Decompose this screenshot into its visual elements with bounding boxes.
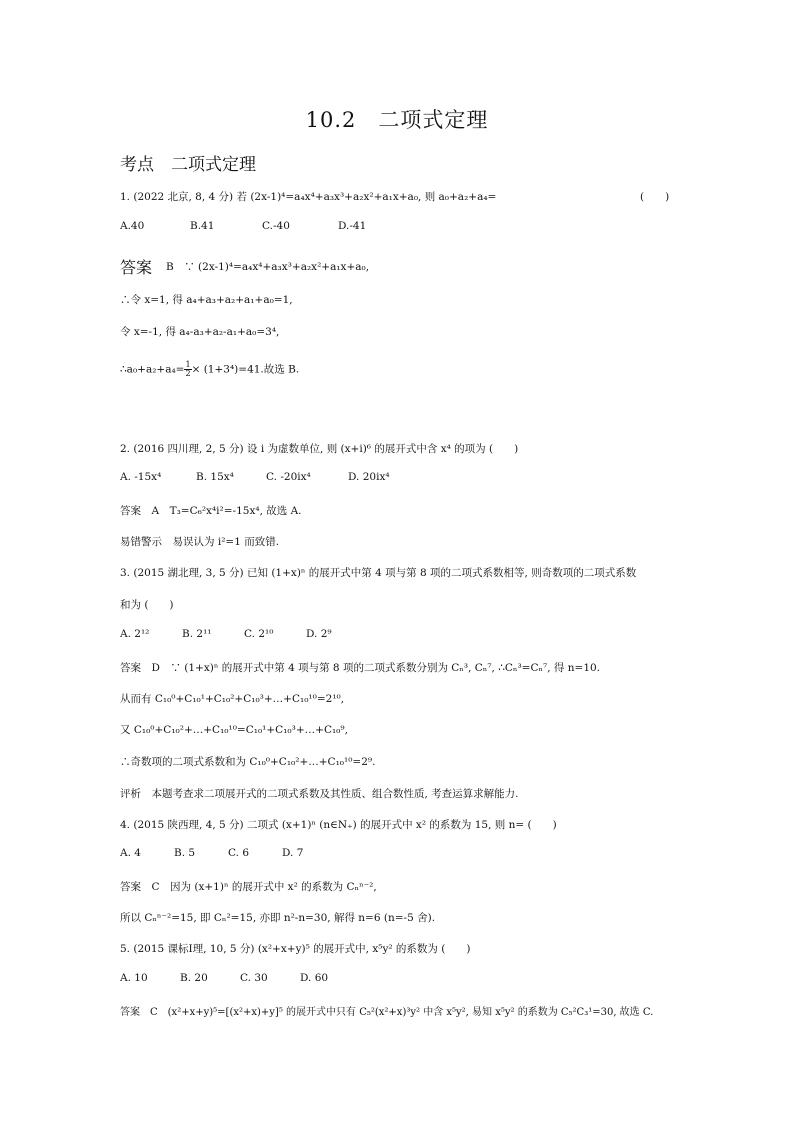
answer-1-step-2: 令 x=-1, 得 a₄-a₃+a₂-a₁+a₀=3⁴, xyxy=(120,326,280,338)
answer-4-text: 答案 C 因为 (x+1)ⁿ 的展开式中 x² 的系数为 Cₙⁿ⁻², xyxy=(120,881,377,893)
question-1-bracket: ( ) xyxy=(640,191,670,203)
fraction-one-half xyxy=(184,361,191,378)
section-heading: 考点 二项式定理 xyxy=(120,155,256,175)
option-5d: D. 60 xyxy=(300,972,329,984)
answer-3-step-2: 又 C₁₀⁰+C₁₀²+…+C₁₀¹⁰=C₁₀¹+C₁₀³+…+C₁₀⁹, xyxy=(120,724,348,736)
option-1b: B.41 xyxy=(190,220,215,232)
answer-1-step-3-lead: ∴a₀+a₂+a₄= xyxy=(120,363,185,376)
option-5c: C. 30 xyxy=(240,972,268,984)
answer-1-step-3 xyxy=(120,361,299,378)
option-1d: D.-41 xyxy=(338,220,367,232)
option-2b: B. 15x⁴ xyxy=(196,471,234,483)
question-3-stem-cont: 和为 ( ) xyxy=(120,599,174,611)
answer-2-warning: 易错警示 易误认为 i²=1 而致错. xyxy=(120,536,280,548)
option-4b: B. 5 xyxy=(174,847,196,859)
option-4d: D. 7 xyxy=(282,847,304,859)
option-2a: A. -15x⁴ xyxy=(120,471,162,483)
option-5a: A. 10 xyxy=(120,972,148,984)
option-4c: C. 6 xyxy=(228,847,250,859)
answer-1-step-1: ∴令 x=1, 得 a₄+a₃+a₂+a₁+a₀=1, xyxy=(120,294,293,306)
answer-5-text: 答案 C (x²+x+y)⁵=[(x²+x)+y]⁵ 的展开式中只有 C₅²(x²+x)³y² 中含 x⁵y², 易知 x⁵y² 的系数为 C₅²C₃¹=30, 故选 C. xyxy=(120,1007,654,1018)
question-3-stem: 3. (2015 湖北理, 3, 5 分) 已知 (1+x)ⁿ 的展开式中第 4 项与第 8 项的二项式系数相等, 则奇数项的二项式系数 xyxy=(120,567,637,579)
option-1c: C.-40 xyxy=(262,220,290,232)
option-2c: C. -20ix⁴ xyxy=(266,471,311,483)
answer-1-label: 答案 xyxy=(120,258,153,277)
page-title: 10.2 二项式定理 xyxy=(305,108,489,132)
option-5b: B. 20 xyxy=(180,972,208,984)
question-5-stem: 5. (2015 课标Ⅰ理, 10, 5 分) (x²+x+y)⁵ 的展开式中, x⁵y² 的系数为 ( ) xyxy=(120,943,471,955)
fraction-denominator: 2 xyxy=(185,369,191,378)
answer-1-text: B ∵ (2x-1)⁴=a₄x⁴+a₃x³+a₂x²+a₁x+a₀, xyxy=(166,261,370,273)
option-2d: D. 20ix⁴ xyxy=(348,471,390,483)
answer-1-step-3-tail: × (1+3⁴)=41.故选 B. xyxy=(191,363,300,376)
option-3d: D. 2⁹ xyxy=(306,628,332,640)
answer-3-step-1: 从而有 C₁₀⁰+C₁₀¹+C₁₀²+C₁₀³+…+C₁₀¹⁰=2¹⁰, xyxy=(120,693,345,705)
option-3c: C. 2¹⁰ xyxy=(244,628,274,640)
question-4-stem: 4. (2015 陕西理, 4, 5 分) 二项式 (x+1)ⁿ (n∈N₊) 的展开式中 x² 的系数为 15, 则 n= ( ) xyxy=(120,819,557,831)
answer-3-comment: 评析 本题考查求二项展开式的二项式系数及其性质、组合数性质, 考查运算求解能力. xyxy=(120,788,519,800)
option-1a: A.40 xyxy=(120,220,145,232)
option-3b: B. 2¹¹ xyxy=(182,628,212,640)
answer-3-text: 答案 D ∵ (1+x)ⁿ 的展开式中第 4 项与第 8 项的二项式系数分别为 Cₙ³, Cₙ⁷, ∴Cₙ³=Cₙ⁷, 得 n=10. xyxy=(120,662,601,674)
fraction-numerator: 1 xyxy=(185,360,191,369)
question-1-stem: 1. (2022 北京, 8, 4 分) 若 (2x-1)⁴=a₄x⁴+a₃x³+a₂x²+a₁x+a₀, 则 a₀+a₂+a₄= xyxy=(120,191,497,203)
question-2-stem: 2. (2016 四川理, 2, 5 分) 设 i 为虚数单位, 则 (x+i)⁶ 的展开式中含 x⁴ 的项为 ( ) xyxy=(120,443,519,455)
answer-3-step-3: ∴奇数项的二项式系数和为 C₁₀⁰+C₁₀²+…+C₁₀¹⁰=2⁹. xyxy=(120,756,376,768)
option-3a: A. 2¹² xyxy=(120,628,150,640)
answer-4-step-1: 所以 Cₙⁿ⁻²=15, 即 Cₙ²=15, 亦即 n²-n=30, 解得 n=6 (n=-5 舍). xyxy=(120,912,436,924)
option-4a: A. 4 xyxy=(120,847,141,859)
answer-2-text: 答案 A T₃=C₆²x⁴i²=-15x⁴, 故选 A. xyxy=(120,505,302,517)
